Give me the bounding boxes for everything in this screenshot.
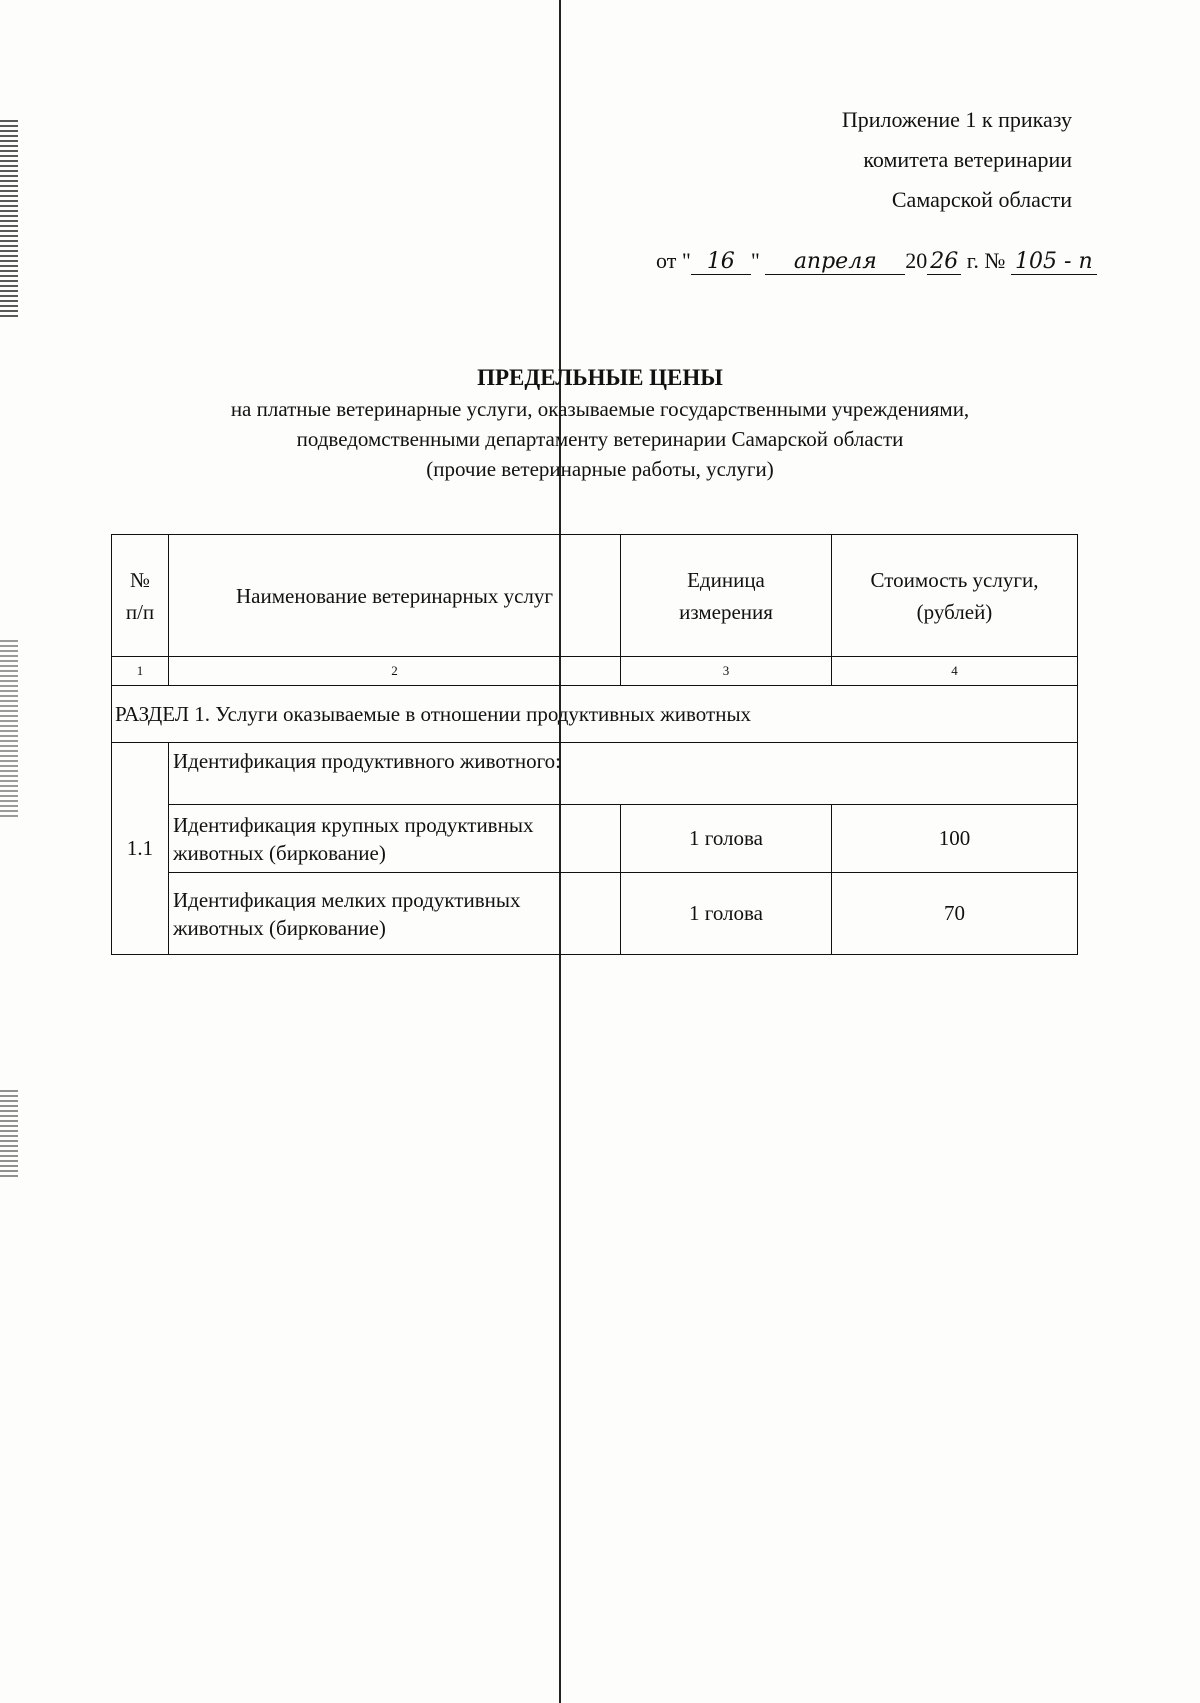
- appendix-line: Приложение 1 к приказу: [841, 107, 1072, 132]
- order-number: 105 - п: [1011, 249, 1097, 275]
- service-name: Идентификация мелких продуктивных животных (биркование): [169, 873, 621, 955]
- section-title: РАЗДЕЛ 1. Услуги оказываемые в отношении продуктивных животных: [112, 686, 1078, 743]
- service-unit: 1 голова: [621, 873, 832, 955]
- item-number: 1.1: [112, 743, 169, 955]
- subtitle-line: (прочие ветеринарные работы, услуги): [426, 457, 774, 481]
- subtitle-line: на платные ветеринарные услуги, оказываемые государственными учреждениями,: [230, 397, 970, 421]
- appendix-line: комитета ветеринарии: [863, 147, 1072, 172]
- service-price: 100: [832, 805, 1078, 873]
- column-number: 4: [832, 657, 1078, 686]
- scan-edge-noise: [0, 120, 18, 320]
- column-number-row: [112, 657, 1078, 686]
- header-unit: Единица измерения: [621, 535, 832, 657]
- order-prefix: от ": [656, 248, 691, 273]
- service-unit: 1 голова: [621, 805, 832, 873]
- item-group-header-row: [112, 743, 1078, 805]
- order-year-tail: г. №: [961, 248, 1006, 273]
- appendix-line: Самарской области: [891, 187, 1072, 212]
- appendix-header: [842, 100, 1072, 220]
- document-title: ПРЕДЕЛЬНЫЕ ЦЕНЫ: [477, 365, 723, 390]
- column-number: 3: [621, 657, 832, 686]
- header-service-name: Наименование ветеринарных услуг: [169, 535, 621, 657]
- item-group-title: Идентификация продуктивного животного:: [169, 743, 1078, 805]
- scan-edge-noise: [0, 640, 18, 820]
- service-price: 70: [832, 873, 1078, 955]
- order-quote: ": [750, 248, 760, 273]
- header-price: Стоимость услуги, (рублей): [832, 535, 1078, 657]
- price-table: [111, 534, 1078, 955]
- column-number: 2: [169, 657, 621, 686]
- document-title-block: [110, 362, 1090, 484]
- scan-edge-noise: [0, 1090, 18, 1180]
- section-row: [112, 686, 1078, 743]
- service-name: Идентификация крупных продуктивных животных (биркование): [169, 805, 621, 873]
- table-header-row: [112, 535, 1078, 657]
- column-number: 1: [112, 657, 169, 686]
- subtitle-line: подведомственными департаменту ветеринарии Самарской области: [296, 427, 904, 451]
- order-month: апреля: [765, 249, 905, 275]
- order-day: 16: [691, 249, 751, 275]
- table-row: [112, 805, 1078, 873]
- order-year-suffix: 26: [927, 249, 961, 275]
- header-num: № п/п: [112, 535, 169, 657]
- table-row: [112, 873, 1078, 955]
- order-reference: [656, 248, 1097, 275]
- order-year-prefix: 20: [905, 248, 928, 273]
